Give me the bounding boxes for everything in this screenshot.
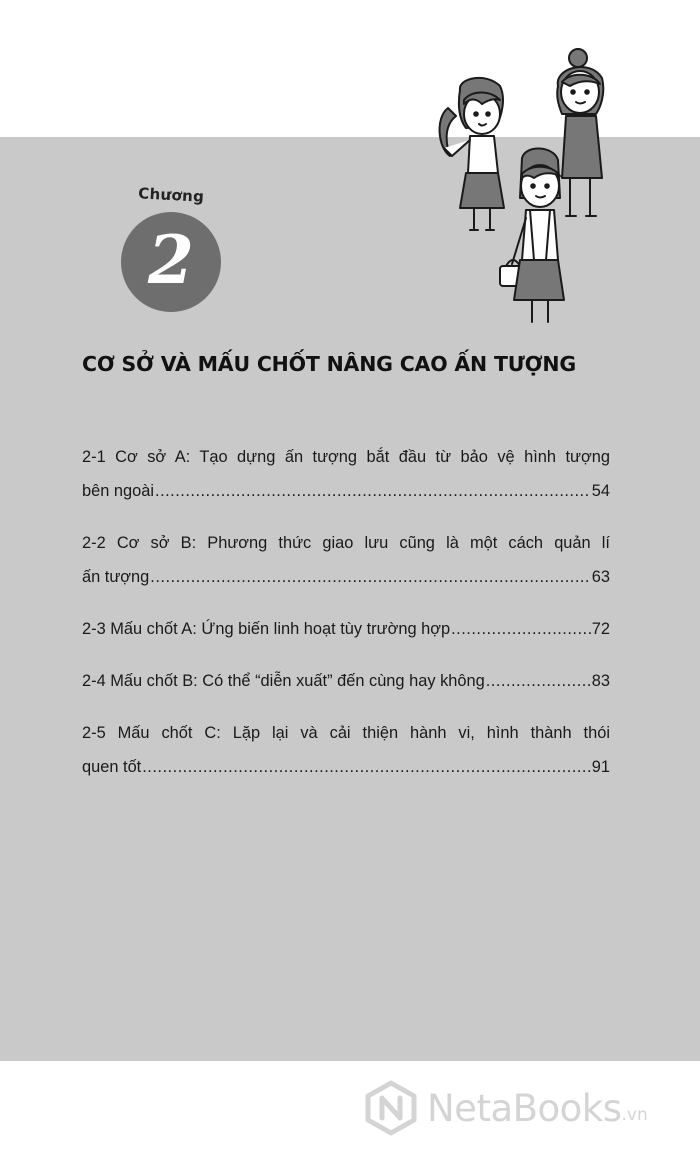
toc-entry-text-cont: quen tốt [82, 758, 142, 776]
toc-entry-text: 2-1 Cơ sở A: Tạo dựng ấn tượng bắt đầu từ bảo vệ hình tượng [82, 448, 610, 466]
toc-leader-dots [155, 474, 591, 508]
toc-page-number: 72 [591, 620, 610, 638]
chapter-number: 2 [148, 221, 194, 299]
toc-entry-2-2[interactable] [82, 526, 610, 594]
toc-entry-text: 2-4 Mấu chốt B: Có thể “diễn xuất” đến cùng hay không [82, 672, 485, 690]
chapter-number-badge [121, 212, 221, 312]
toc-entry-text-cont: bên ngoài [82, 482, 155, 500]
chapter-label: Chương [137, 184, 205, 206]
toc-page-number: 91 [591, 758, 610, 776]
chapter-title: CƠ SỞ VÀ MẤU CHỐT NÂNG CAO ẤN TƯỢNG [82, 352, 576, 376]
toc-leader-dots [451, 612, 591, 646]
girl-center-figure [500, 148, 564, 322]
toc-entry-2-4[interactable] [82, 664, 610, 698]
table-of-contents [82, 440, 610, 784]
toc-entry-2-3[interactable] [82, 612, 610, 646]
toc-page-number: 54 [591, 482, 610, 500]
toc-page-number: 83 [591, 672, 610, 690]
toc-entry-text: 2-2 Cơ sở B: Phương thức giao lưu cũng là một cách quản lí [82, 534, 610, 552]
girl-left-figure [440, 78, 504, 230]
netabooks-watermark [363, 1078, 693, 1138]
logo-suffix: .vn [621, 1105, 648, 1125]
logo-name: NetaBooks [427, 1086, 622, 1130]
toc-leader-dots [486, 664, 591, 698]
toc-entry-text-cont: ấn tượng [82, 568, 150, 586]
toc-entry-text: 2-5 Mấu chốt C: Lặp lại và cải thiện hành vi, hình thành thói [82, 724, 610, 742]
toc-entry-text: 2-3 Mấu chốt A: Ứng biến linh hoạt tùy trường hợp [82, 620, 451, 638]
toc-page-number: 63 [591, 568, 610, 586]
netabooks-logo-icon [363, 1080, 419, 1136]
toc-entry-2-5[interactable] [82, 716, 610, 784]
toc-leader-dots [150, 560, 590, 594]
toc-leader-dots [142, 750, 591, 784]
three-girls-illustration [430, 38, 620, 328]
toc-entry-2-1[interactable] [82, 440, 610, 508]
girl-right-figure [557, 49, 603, 216]
